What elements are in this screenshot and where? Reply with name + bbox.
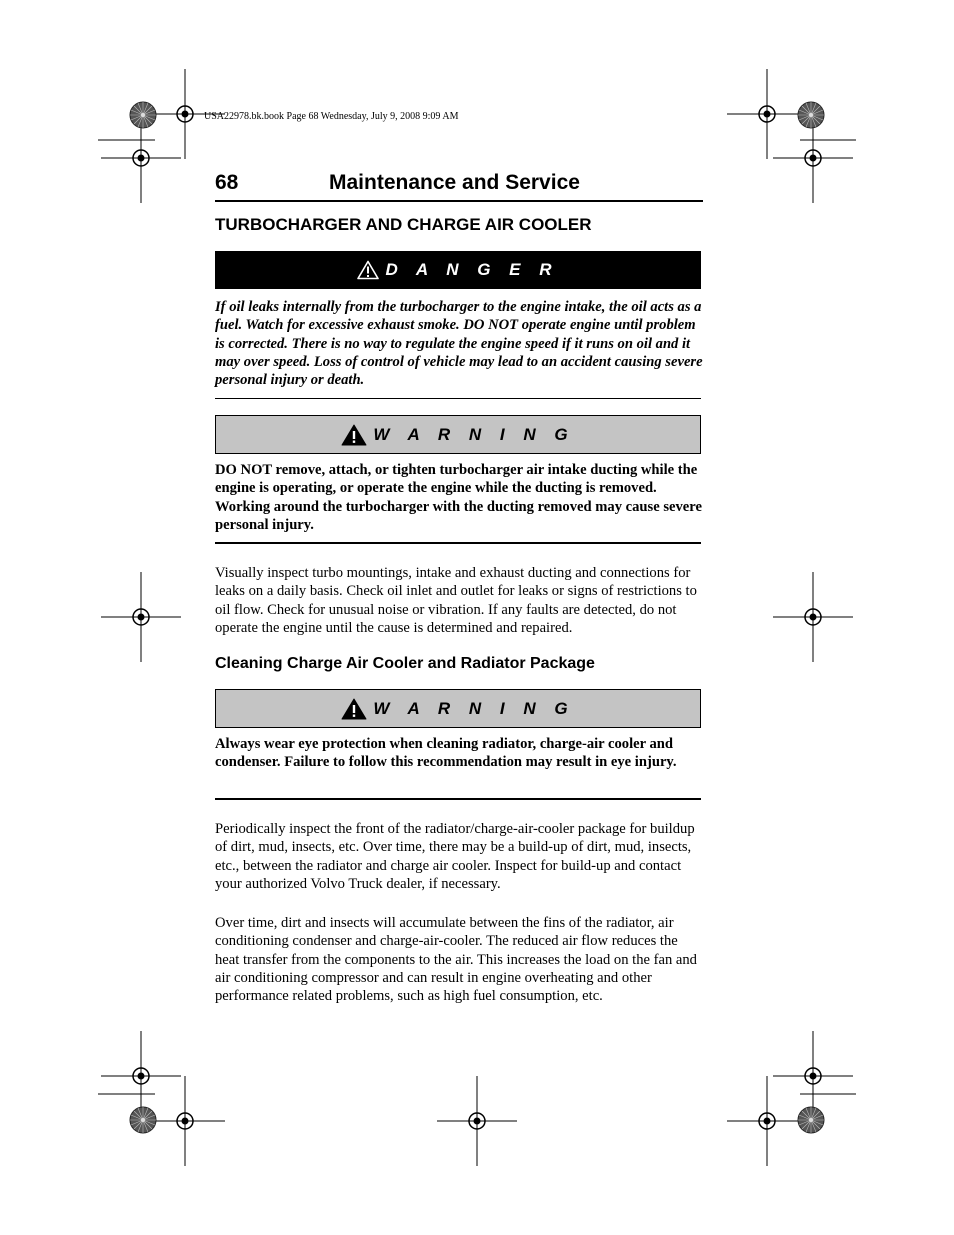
registration-mark-icon bbox=[727, 69, 807, 159]
danger-text: If oil leaks internally from the turbocharger to the engine intake, the oil acts as a fuel. Watch for excessive exhaust smoke. DO NOT operate engine until problem is corrected. There is no way to regulate the engine speed if it runs on oil and it may over speed. Loss of control of vehicle may lead to an accident causing severe personal injury or death. bbox=[215, 299, 703, 389]
body-paragraph: Periodically inspect the front of the radiator/charge-air-cooler package for buildup of dirt, mud, insects, etc. Over time, there may be a build-up of dirt, mud, insects, etc., between the radiator and charge air cooler. Inspect for build-up and contact your authorized Volvo Truck dealer, if necessary. bbox=[215, 821, 695, 892]
warning-label: W A R N I N G bbox=[373, 698, 575, 718]
warning-text: DO NOT remove, attach, or tighten turbocharger air intake ducting while the engine is operating, or operate the engine while the ducting is removed. Working around the turbocharger with the ducting removed may cause severe personal injury. bbox=[215, 462, 702, 533]
registration-mark-icon bbox=[437, 1076, 517, 1166]
color-wheel-icon bbox=[130, 1107, 156, 1133]
warning-banner bbox=[215, 415, 701, 454]
body-paragraph: Over time, dirt and insects will accumulate between the fins of the radiator, air conditioning condenser and charge-air-cooler. The reduced air flow reduces the heat transfer from the components to the air. This increases the load on the fan and air conditioning compressor and can result in engine overheating and other performance related problems, such as high fuel consumption, etc. bbox=[215, 915, 697, 1005]
section-title: TURBOCHARGER AND CHARGE AIR COOLER bbox=[215, 215, 592, 234]
warning-text: Always wear eye protection when cleaning radiator, charge-air cooler and condenser. Failure to follow this recommendation may result in eye injury. bbox=[215, 736, 677, 771]
color-wheel-icon bbox=[798, 102, 824, 128]
divider bbox=[215, 398, 701, 399]
print-slug-line: USA22978.bk.book Page 68 Wednesday, July 9, 2008 9:09 AM bbox=[204, 111, 459, 122]
divider bbox=[215, 798, 701, 800]
registration-mark-icon bbox=[101, 572, 181, 662]
warning-banner bbox=[215, 689, 701, 728]
warning-triangle-filled-icon bbox=[341, 698, 367, 720]
registration-mark-icon bbox=[145, 1076, 225, 1166]
color-wheel-icon bbox=[130, 102, 156, 128]
color-wheel-icon bbox=[798, 1107, 824, 1133]
registration-mark-icon bbox=[727, 1076, 807, 1166]
divider bbox=[215, 542, 701, 544]
body-paragraph: Visually inspect turbo mountings, intake and exhaust ducting and connections for leaks on a daily basis. Check oil inlet and outlet for leaks or signs of restrictions to oil flow. Check for unusual noise or vibration. If any faults are detected, do not operate the engine until the cause is determined and repaired. bbox=[215, 565, 697, 636]
subsection-title: Cleaning Charge Air Cooler and Radiator Package bbox=[215, 655, 595, 672]
danger-label: D A N G E R bbox=[385, 260, 559, 279]
header-rule bbox=[215, 200, 703, 202]
chapter-title: Maintenance and Service bbox=[329, 171, 580, 194]
page-number: 68 bbox=[215, 171, 239, 194]
danger-banner bbox=[215, 251, 701, 289]
warning-triangle-outline-icon bbox=[357, 260, 379, 280]
warning-label: W A R N I N G bbox=[373, 424, 575, 444]
warning-triangle-filled-icon bbox=[341, 424, 367, 446]
registration-mark-icon bbox=[773, 572, 853, 662]
